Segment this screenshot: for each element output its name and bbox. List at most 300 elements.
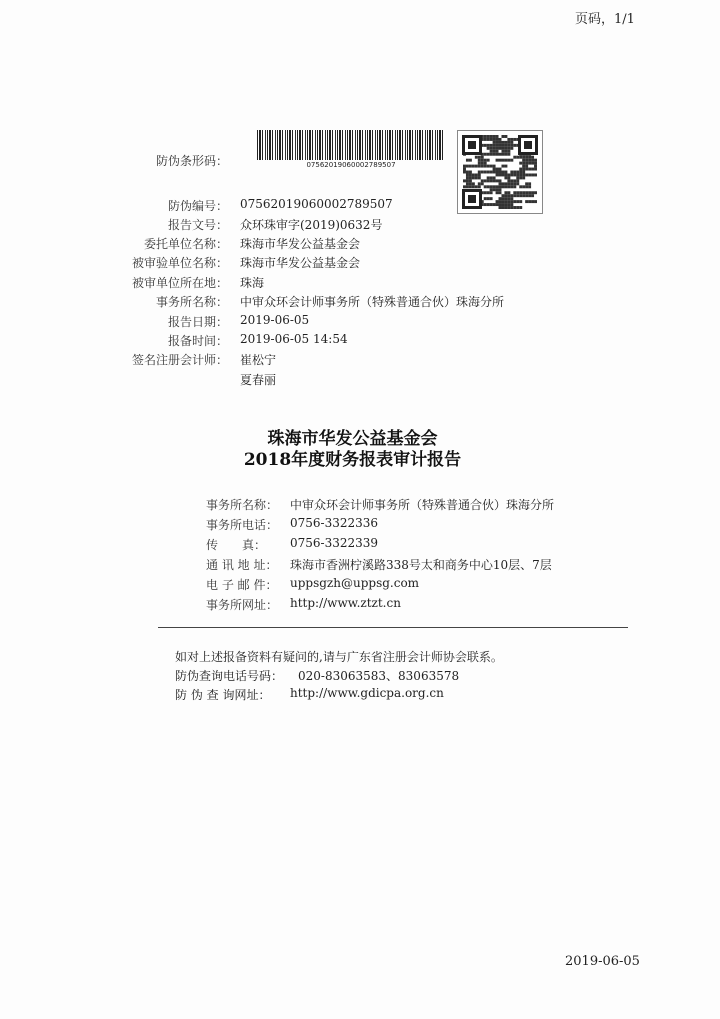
qr-module	[487, 153, 490, 156]
qr-module	[493, 171, 496, 174]
qr-module	[525, 162, 528, 165]
qr-module	[487, 203, 490, 206]
qr-module	[478, 173, 481, 176]
qr-module	[525, 165, 528, 168]
qr-module	[513, 138, 516, 141]
qr-module	[466, 182, 469, 185]
firm-value: http://www.ztzt.cn	[290, 596, 401, 610]
qr-module	[484, 165, 487, 168]
qr-module	[475, 165, 478, 168]
qr-module	[522, 168, 525, 171]
qr-module	[496, 147, 499, 150]
firm-value: 中审众环会计师事务所（特殊普通合伙）珠海分所	[290, 498, 555, 512]
qr-module	[496, 171, 499, 174]
qr-module	[487, 138, 490, 141]
firm-label: 事务所名称：	[206, 498, 279, 512]
qr-module	[534, 191, 537, 194]
qr-module	[499, 188, 502, 191]
qr-module	[528, 159, 531, 162]
qr-module	[516, 179, 519, 182]
verify-url: http://www.gdicpa.org.cn	[290, 686, 444, 700]
firm-label: 电 子 邮 件：	[206, 578, 278, 592]
qr-module	[501, 203, 504, 206]
field-value: 07562019060002789507	[240, 197, 393, 211]
qr-module	[513, 185, 516, 188]
qr-module	[493, 135, 496, 138]
qr-module	[507, 138, 510, 141]
qr-module	[534, 159, 537, 162]
qr-module	[519, 194, 522, 197]
qr-module	[534, 165, 537, 168]
field-value: 夏春丽	[240, 373, 277, 387]
qr-module	[501, 171, 504, 174]
qr-module	[504, 165, 507, 168]
firm-value: 0756-3322339	[290, 536, 379, 550]
report-title-line2: 2018年度财务报表审计报告	[243, 450, 462, 470]
qr-module	[522, 159, 525, 162]
qr-module	[510, 179, 513, 182]
qr-module	[487, 179, 490, 182]
field-label: 报告文号：	[167, 218, 228, 232]
qr-module	[510, 206, 513, 209]
qr-module	[507, 150, 510, 153]
qr-module	[516, 173, 519, 176]
qr-module	[522, 165, 525, 168]
qr-module	[501, 144, 504, 147]
qr-module	[484, 179, 487, 182]
qr-module	[499, 173, 502, 176]
qr-module	[469, 179, 472, 182]
qr-module	[469, 185, 472, 188]
firm-value: uppsgzh@uppsg.com	[290, 576, 420, 590]
qr-module	[510, 144, 513, 147]
qr-module	[507, 206, 510, 209]
field-label: 签名注册会计师：	[131, 353, 228, 367]
qr-module	[493, 165, 496, 168]
qr-module	[475, 156, 478, 159]
qr-module	[531, 156, 534, 159]
qr-finder	[462, 135, 482, 155]
qr-module	[466, 165, 469, 168]
qr-module	[463, 168, 466, 171]
qr-module	[519, 168, 522, 171]
qr-module	[519, 173, 522, 176]
qr-module	[490, 188, 493, 191]
qr-module	[519, 171, 522, 174]
field-value: 中审众环会计师事务所（特殊普通合伙）珠海分所	[240, 295, 505, 309]
qr-module	[507, 173, 510, 176]
qr-module	[501, 153, 504, 156]
qr-module	[496, 191, 499, 194]
qr-module	[510, 185, 513, 188]
qr-module	[501, 135, 504, 138]
qr-module	[522, 176, 525, 179]
qr-module	[466, 173, 469, 176]
field-label: 防伪编号：	[167, 199, 228, 213]
qr-module	[487, 165, 490, 168]
qr-module	[499, 159, 502, 162]
qr-module	[499, 171, 502, 174]
qr-module	[516, 191, 519, 194]
qr-module	[516, 206, 519, 209]
qr-module	[499, 191, 502, 194]
qr-module	[534, 200, 537, 203]
qr-module	[466, 185, 469, 188]
qr-module	[528, 156, 531, 159]
qr-module	[487, 185, 490, 188]
qr-module	[475, 185, 478, 188]
qr-module	[493, 188, 496, 191]
qr-module	[478, 171, 481, 174]
qr-module	[499, 185, 502, 188]
field-label: 被审单位所在地：	[131, 276, 228, 290]
qr-module	[493, 144, 496, 147]
barcode-label: 防伪条形码：	[155, 154, 228, 168]
qr-module	[522, 156, 525, 159]
qr-module	[528, 194, 531, 197]
field-value: 珠海市华发公益基金会	[240, 256, 361, 270]
qr-module	[496, 141, 499, 144]
qr-module	[504, 197, 507, 200]
qr-module	[516, 194, 519, 197]
qr-module	[496, 203, 499, 206]
qr-module	[499, 200, 502, 203]
qr-module	[469, 173, 472, 176]
qr-module	[469, 182, 472, 185]
qr-module	[490, 191, 493, 194]
qr-module	[522, 171, 525, 174]
qr-module	[481, 182, 484, 185]
qr-module	[478, 162, 481, 165]
qr-module	[507, 185, 510, 188]
qr-module	[501, 182, 504, 185]
qr-finder	[518, 135, 538, 155]
firm-value: 珠海市香洲柠溪路338号太和商务中心10层、7层	[290, 558, 552, 572]
qr-module	[499, 179, 502, 182]
qr-module	[490, 185, 493, 188]
field-value: 崔松宁	[240, 353, 277, 367]
firm-label: 事务所电话：	[206, 518, 279, 532]
qr-module	[531, 168, 534, 171]
qr-module	[466, 171, 469, 174]
qr-module	[528, 182, 531, 185]
qr-module	[516, 156, 519, 159]
qr-module	[507, 182, 510, 185]
qr-module	[504, 150, 507, 153]
qr-module	[525, 185, 528, 188]
qr-module	[510, 200, 513, 203]
qr-module	[484, 197, 487, 200]
field-value: 众环珠审字(2019)0632号	[240, 218, 383, 232]
qr-module	[493, 147, 496, 150]
qr-module	[472, 185, 475, 188]
qr-module	[507, 191, 510, 194]
qr-module	[519, 156, 522, 159]
qr-module	[507, 153, 510, 156]
qr-module	[528, 173, 531, 176]
qr-module	[525, 168, 528, 171]
qr-module	[481, 179, 484, 182]
qr-module	[504, 173, 507, 176]
qr-module	[507, 176, 510, 179]
barcode-number: 07562019060002789507	[306, 161, 396, 169]
field-value: 珠海	[240, 276, 265, 290]
qr-module	[504, 171, 507, 174]
qr-module	[499, 147, 502, 150]
qr-module	[516, 182, 519, 185]
qr-module	[466, 176, 469, 179]
qr-module	[504, 200, 507, 203]
firm-value: 0756-3322336	[290, 516, 379, 530]
qr-module	[507, 147, 510, 150]
qr-module	[496, 153, 499, 156]
qr-module	[490, 138, 493, 141]
firm-label: 传 真：	[206, 538, 267, 552]
qr-module	[525, 156, 528, 159]
field-label: 报备时间：	[167, 334, 228, 348]
qr-module	[510, 194, 513, 197]
qr-module	[513, 171, 516, 174]
qr-module	[504, 135, 507, 138]
qr-module	[519, 185, 522, 188]
qr-module	[490, 171, 493, 174]
qr-module	[513, 194, 516, 197]
qr-module	[522, 194, 525, 197]
qr-module	[469, 159, 472, 162]
qr-module	[525, 173, 528, 176]
qr-module	[510, 173, 513, 176]
qr-module	[481, 165, 484, 168]
qr-module	[478, 176, 481, 179]
qr-module	[519, 200, 522, 203]
qr-module	[507, 203, 510, 206]
qr-module	[513, 144, 516, 147]
qr-module	[499, 203, 502, 206]
qr-module	[531, 194, 534, 197]
qr-module	[501, 147, 504, 150]
qr-module	[528, 168, 531, 171]
qr-module	[531, 200, 534, 203]
qr-module	[478, 185, 481, 188]
qr-module	[504, 144, 507, 147]
qr-module	[510, 147, 513, 150]
qr-module	[501, 173, 504, 176]
qr-module	[493, 150, 496, 153]
qr-module	[534, 168, 537, 171]
qr-module	[493, 203, 496, 206]
qr-module	[490, 203, 493, 206]
qr-module	[487, 191, 490, 194]
qr-module	[499, 141, 502, 144]
qr-module	[504, 147, 507, 150]
field-label: 事务所名称：	[155, 295, 228, 309]
qr-module	[522, 162, 525, 165]
qr-module	[507, 179, 510, 182]
firm-label: 通 讯 地 址：	[206, 558, 278, 572]
qr-module	[490, 153, 493, 156]
qr-module	[507, 141, 510, 144]
qr-module	[484, 138, 487, 141]
qr-module	[496, 200, 499, 203]
qr-module	[472, 176, 475, 179]
qr-module	[504, 191, 507, 194]
qr-module	[490, 147, 493, 150]
qr-module	[519, 191, 522, 194]
qr-module	[504, 182, 507, 185]
qr-module	[463, 185, 466, 188]
qr-module	[528, 200, 531, 203]
qr-module	[493, 153, 496, 156]
qr-module	[507, 197, 510, 200]
qr-module	[484, 203, 487, 206]
qr-module	[487, 159, 490, 162]
qr-module	[469, 165, 472, 168]
qr-module	[513, 200, 516, 203]
qr-module	[499, 206, 502, 209]
qr-module	[481, 159, 484, 162]
field-value: 2019-06-05	[240, 313, 310, 327]
qr-module	[493, 138, 496, 141]
qr-module	[513, 173, 516, 176]
qr-module	[504, 153, 507, 156]
qr-module	[504, 176, 507, 179]
qr-module	[478, 165, 481, 168]
qr-module	[525, 200, 528, 203]
qr-module	[510, 203, 513, 206]
qr-module	[463, 179, 466, 182]
qr-module	[493, 168, 496, 171]
qr-finder	[462, 189, 482, 209]
qr-module	[516, 176, 519, 179]
qr-module	[487, 147, 490, 150]
qr-module	[484, 153, 487, 156]
qr-module	[501, 200, 504, 203]
qr-module	[490, 176, 493, 179]
qr-module	[501, 206, 504, 209]
qr-module	[516, 171, 519, 174]
qr-module	[490, 135, 493, 138]
qr-module	[519, 176, 522, 179]
verify-phone: 020-83063583、83063578	[298, 669, 460, 683]
qr-module	[513, 191, 516, 194]
qr-module	[475, 176, 478, 179]
qr-module	[504, 159, 507, 162]
qr-module	[501, 159, 504, 162]
qr-module	[531, 173, 534, 176]
qr-module	[513, 156, 516, 159]
qr-module	[466, 179, 469, 182]
date-stamp: 2019-06-05	[565, 954, 640, 969]
qr-module	[525, 159, 528, 162]
qr-module	[525, 191, 528, 194]
qr-module	[499, 138, 502, 141]
qr-module	[507, 200, 510, 203]
field-label: 报告日期：	[167, 315, 228, 329]
qr-module	[481, 156, 484, 159]
qr-module	[504, 203, 507, 206]
qr-module	[531, 191, 534, 194]
qr-module	[513, 179, 516, 182]
qr-module	[534, 173, 537, 176]
qr-module	[510, 171, 513, 174]
qr-module	[484, 144, 487, 147]
qr-module	[513, 182, 516, 185]
qr-module	[499, 182, 502, 185]
qr-module	[484, 185, 487, 188]
qr-module	[516, 200, 519, 203]
qr-module	[531, 159, 534, 162]
qr-module	[490, 144, 493, 147]
qr-module	[493, 176, 496, 179]
qr-module	[522, 191, 525, 194]
qr-module	[493, 141, 496, 144]
qr-module	[469, 176, 472, 179]
firm-label: 事务所网址：	[206, 598, 279, 612]
verify-phone-label: 防伪查询电话号码：	[175, 669, 284, 683]
qr-module	[478, 182, 481, 185]
qr-module	[499, 197, 502, 200]
qr-module	[525, 182, 528, 185]
qr-module	[496, 173, 499, 176]
qr-module	[507, 144, 510, 147]
qr-module	[463, 171, 466, 174]
qr-module	[472, 165, 475, 168]
barcode-image	[257, 130, 445, 160]
qr-module	[478, 159, 481, 162]
qr-module	[472, 173, 475, 176]
qr-module	[501, 197, 504, 200]
qr-module	[496, 150, 499, 153]
qr-module	[510, 141, 513, 144]
qr-module	[510, 197, 513, 200]
qr-module	[528, 185, 531, 188]
qr-module	[501, 141, 504, 144]
qr-module	[510, 182, 513, 185]
qr-module	[496, 159, 499, 162]
qr-module	[499, 153, 502, 156]
qr-module	[490, 150, 493, 153]
qr-module	[490, 165, 493, 168]
qr-module	[484, 159, 487, 162]
qr-module	[472, 182, 475, 185]
qr-module	[484, 191, 487, 194]
qr-module	[475, 173, 478, 176]
qr-module	[484, 162, 487, 165]
qr-module	[519, 206, 522, 209]
qr-module	[534, 162, 537, 165]
field-label: 委托单位名称：	[143, 237, 228, 251]
qr-module	[519, 162, 522, 165]
qr-module	[469, 171, 472, 174]
qr-module	[528, 162, 531, 165]
qr-module	[496, 168, 499, 171]
qr-module	[487, 135, 490, 138]
qr-module	[481, 162, 484, 165]
qr-module	[487, 176, 490, 179]
qr-module	[504, 185, 507, 188]
field-label: 被审验单位名称：	[131, 256, 228, 270]
qr-module	[487, 197, 490, 200]
qr-module	[510, 138, 513, 141]
qr-module	[504, 206, 507, 209]
field-value: 珠海市华发公益基金会	[240, 237, 361, 251]
divider	[158, 627, 628, 628]
qr-module	[496, 135, 499, 138]
field-value: 2019-06-05 14:54	[240, 332, 348, 346]
qr-module	[522, 173, 525, 176]
qr-module	[501, 165, 504, 168]
qr-module	[510, 159, 513, 162]
